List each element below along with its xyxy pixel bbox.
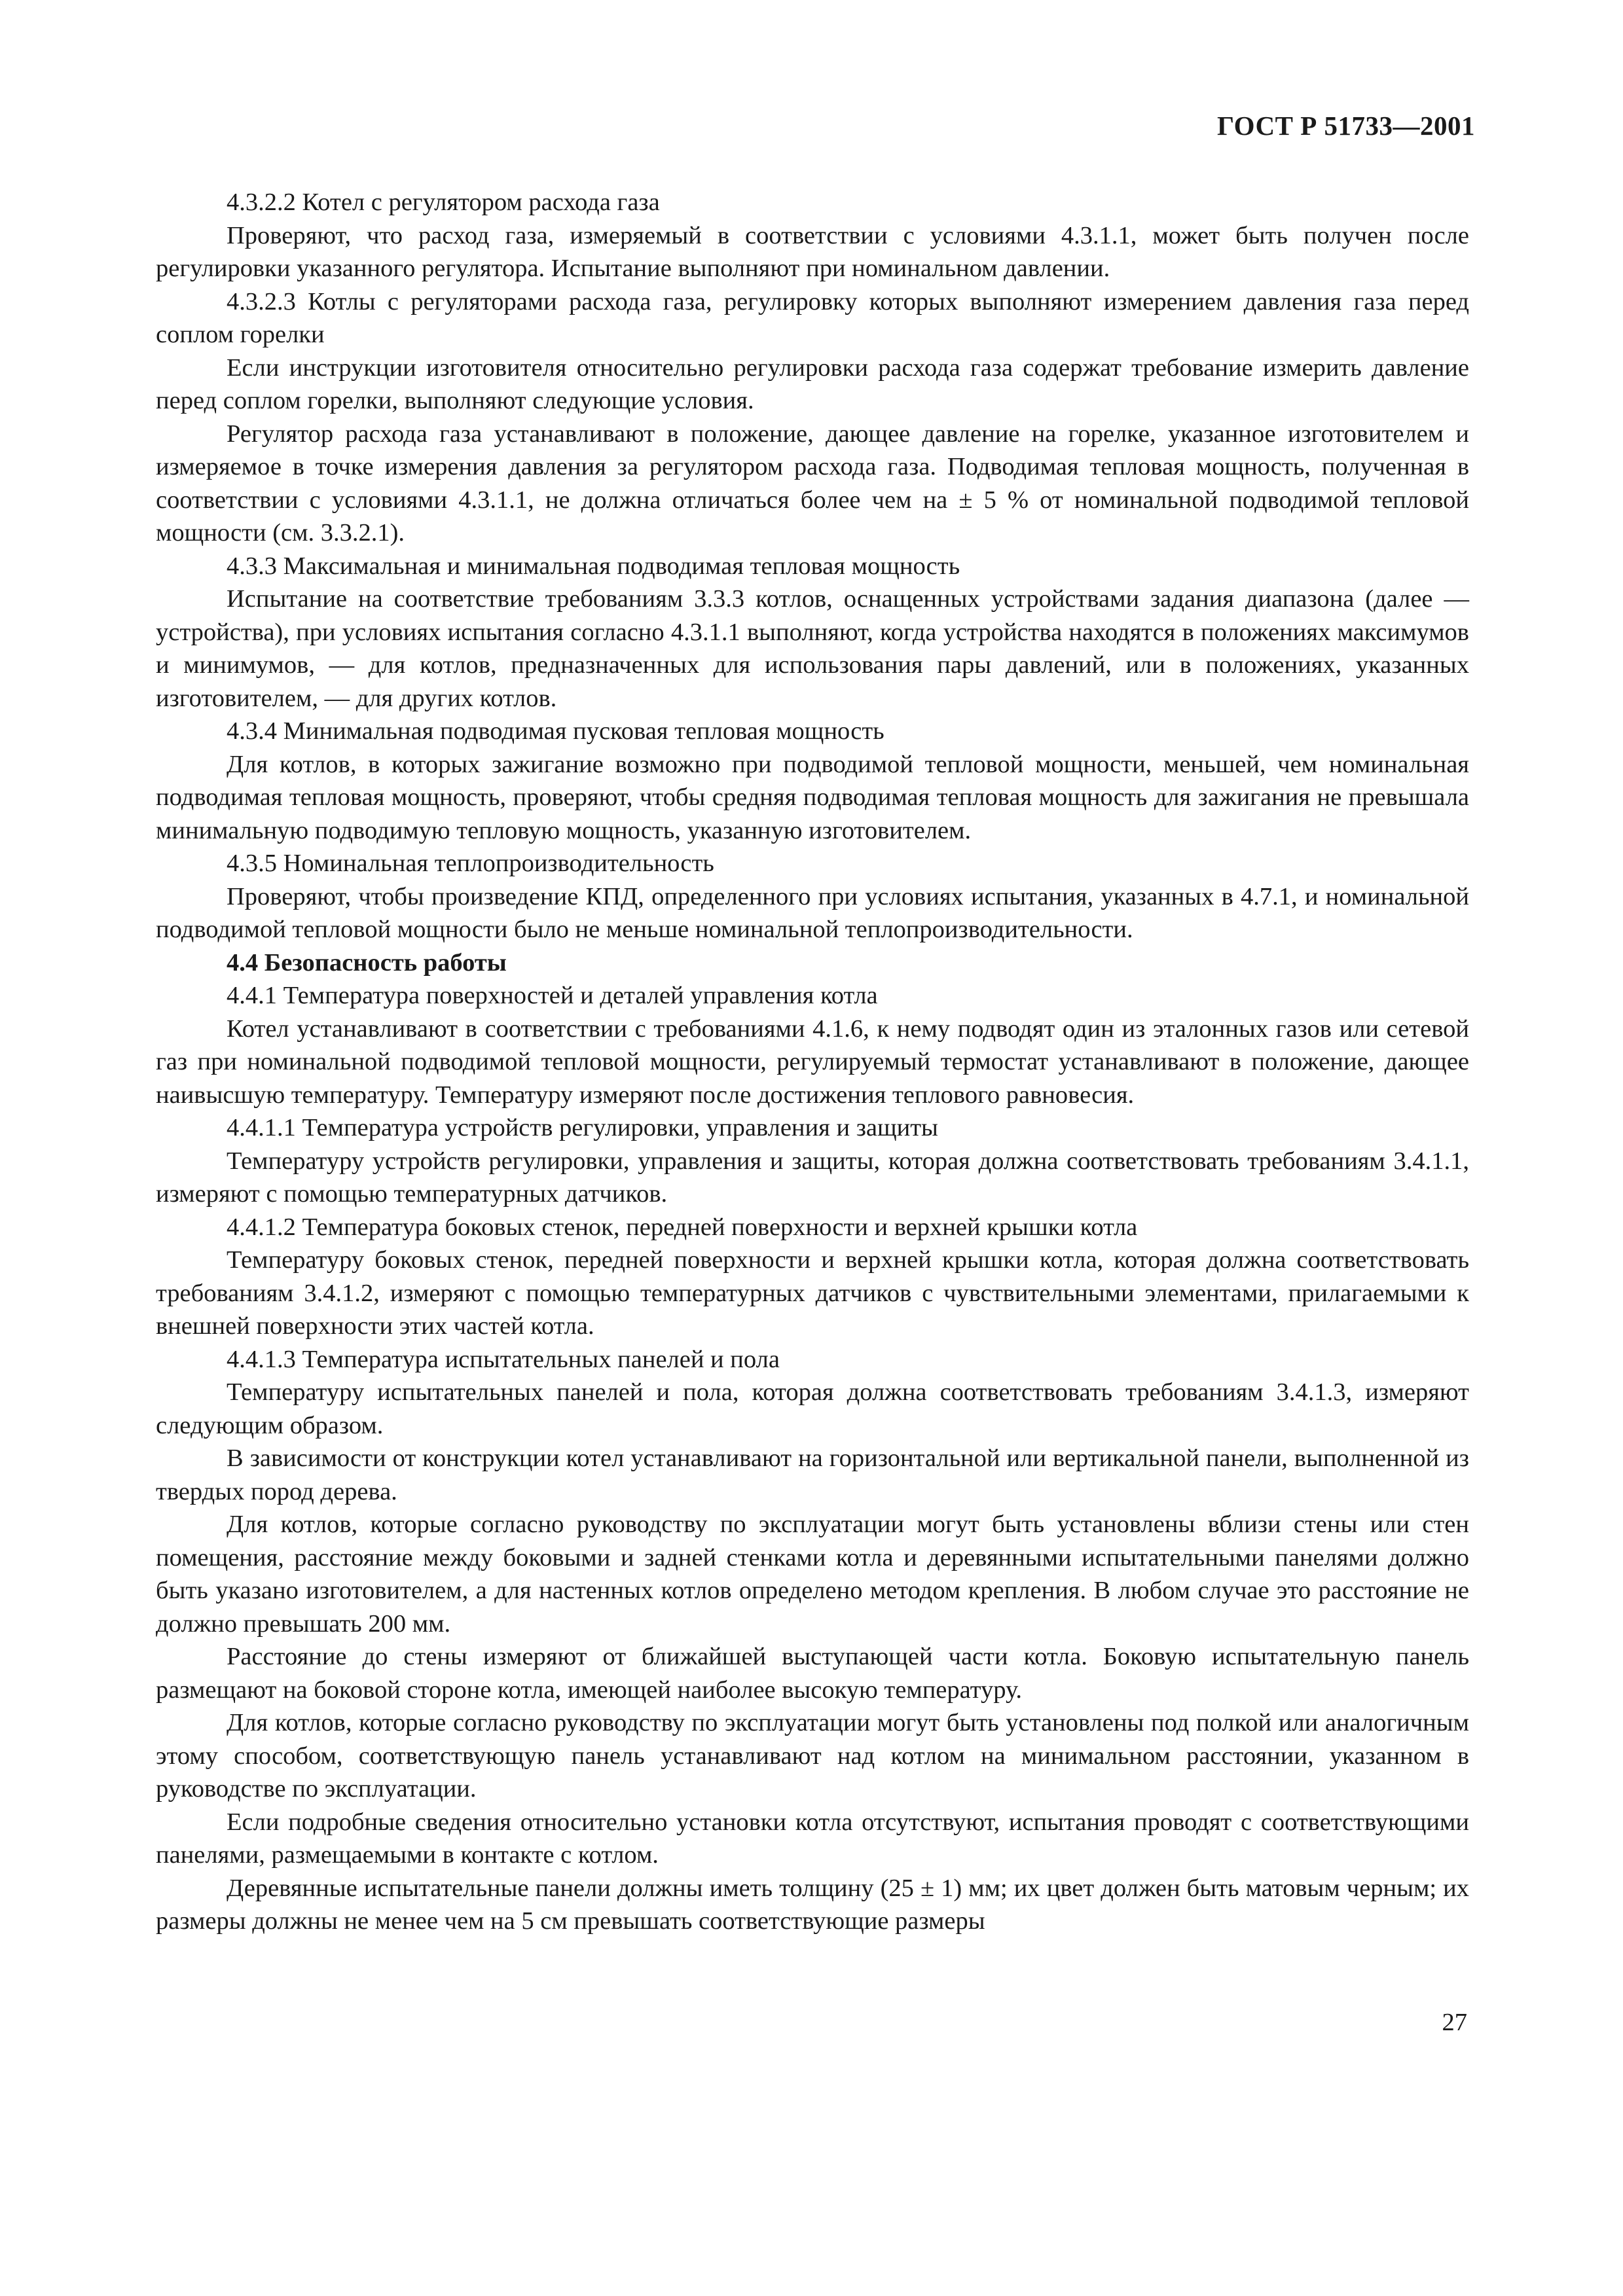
paragraph: Проверяют, чтобы произведение КПД, определенного при условиях испытания, указанных в 4.7.1, и номинальной подводимой тепловой мощности было не меньше номинальной теплопроизводительности.	[156, 882, 1469, 943]
section-heading-4-4: 4.4 Безопасность работы	[227, 948, 507, 977]
paragraph: В зависимости от конструкции котел устанавливают на горизонтальной или вертикальной панели, выполненной из твердых пород дерева.	[156, 1444, 1469, 1505]
document-header: ГОСТ Р 51733—2001	[1217, 111, 1475, 141]
subsection-heading-4-3-3: 4.3.3 Максимальная и минимальная подводимая тепловая мощность	[227, 552, 960, 580]
paragraph: Расстояние до стены измеряют от ближайшей выступающей части котла. Боковую испытательную панель размещают на боковой стороне котла, имеющей наиболее высокую температуру.	[156, 1643, 1469, 1704]
subsection-heading-4-3-5: 4.3.5 Номинальная теплопроизводительность	[227, 850, 714, 877]
paragraph: Температуру испытательных панелей и пола, которая должна соответствовать требованиям 3.4.1.3, измеряют следующим образом.	[156, 1378, 1469, 1439]
subsection-heading-4-3-4: 4.3.4 Минимальная подводимая пусковая тепловая мощность	[227, 717, 884, 745]
paragraph: Температуру устройств регулировки, управления и защиты, которая должна соответствовать требованиям 3.4.1.1, измеряют с помощью температурных датчиков.	[156, 1147, 1469, 1208]
paragraph: Если инструкции изготовителя относительно регулировки расхода газа содержат требование измерить давление перед соплом горелки, выполняют следующие условия.	[156, 353, 1469, 414]
paragraph: Для котлов, в которых зажигание возможно при подводимой тепловой мощности, меньшей, чем номинальная подводимая тепловая мощность, проверяют, чтобы средняя подводимая тепловая мощность для зажигания не превышала минимальную подводимую тепловую мощность, указанную изготовителем.	[156, 750, 1469, 844]
paragraph: Испытание на соответствие требованиям 3.3.3 котлов, оснащенных устройствами задания диапазона (далее — устройства), при условиях испытания согласно 4.3.1.1 выполняют, когда устройства находятся в положениях максимумов и минимумов, — для котлов, предназначенных для использования пары давлений, или в положениях, указанных изготовителем, — для других котлов.	[156, 585, 1469, 712]
paragraph: Деревянные испытательные панели должны иметь толщину (25 ± 1) мм; их цвет должен быть матовым черным; их размеры должны не менее чем на 5 см превышать соответствующие размеры	[156, 1874, 1469, 1935]
paragraph: Котел устанавливают в соответствии с требованиями 4.1.6, к нему подводят один из эталонных газов или сетевой газ при номинальной подводимой тепловой мощности, регулируемый термостат устанавливают в положение, дающее наивысшую температуру. Температуру измеряют после достижения теплового равновесия.	[156, 1014, 1469, 1109]
document-body	[156, 186, 1469, 1938]
subsection-heading-4-4-1-3: 4.4.1.3 Температура испытательных панелей и пола	[227, 1345, 780, 1373]
subsection-heading-4-3-2-3: 4.3.2.3 Котлы с регуляторами расхода газа, регулировку которых выполняют измерением давления газа перед соплом горелки	[156, 287, 1469, 348]
paragraph: Проверяют, что расход газа, измеряемый в соответствии с условиями 4.3.1.1, может быть получен после регулировки указанного регулятора. Испытание выполняют при номинальном давлении.	[156, 221, 1469, 282]
paragraph: Для котлов, которые согласно руководству по эксплуатации могут быть установлены под полкой или аналогичным этому способом, соответствующую панель устанавливают над котлом на минимальном расстоянии, указанном в руководстве по эксплуатации.	[156, 1709, 1469, 1803]
subsection-heading-4-4-1-2: 4.4.1.2 Температура боковых стенок, передней поверхности и верхней крышки котла	[227, 1213, 1138, 1241]
subsection-heading-4-4-1-1: 4.4.1.1 Температура устройств регулировки, управления и защиты	[227, 1114, 938, 1141]
paragraph: Температуру боковых стенок, передней поверхности и верхней крышки котла, которая должна соответствовать требованиям 3.4.1.2, измеряют с помощью температурных датчиков с чувствительными элементами, прилагаемыми к внешней поверхности этих частей котла.	[156, 1246, 1469, 1340]
paragraph: Если подробные сведения относительно установки котла отсутствуют, испытания проводят с соответствующими панелями, размещаемыми в контакте с котлом.	[156, 1808, 1469, 1869]
subsection-heading-4-4-1: 4.4.1 Температура поверхностей и деталей управления котла	[227, 982, 878, 1009]
paragraph: Для котлов, которые согласно руководству по эксплуатации могут быть установлены вблизи стены или стен помещения, расстояние между боковыми и задней стенками котла и деревянными испытательными панелями должно быть указано изготовителем, а для настенных котлов определено методом крепления. В любом случае это расстояние не должно превышать 200 мм.	[156, 1511, 1469, 1638]
paragraph: Регулятор расхода газа устанавливают в положение, дающее давление на горелке, указанное изготовителем и измеряемое в точке измерения давления за регулятором расхода газа. Подводимая тепловая мощность, полученная в соответствии с условиями 4.3.1.1, не должна отличаться более чем на ± 5 % от номинальной подводимой тепловой мощности (см. 3.3.2.1).	[156, 420, 1469, 547]
subsection-heading-4-3-2-2: 4.3.2.2 Котел с регулятором расхода газа	[227, 188, 660, 216]
page-number: 27	[1442, 2009, 1467, 2036]
